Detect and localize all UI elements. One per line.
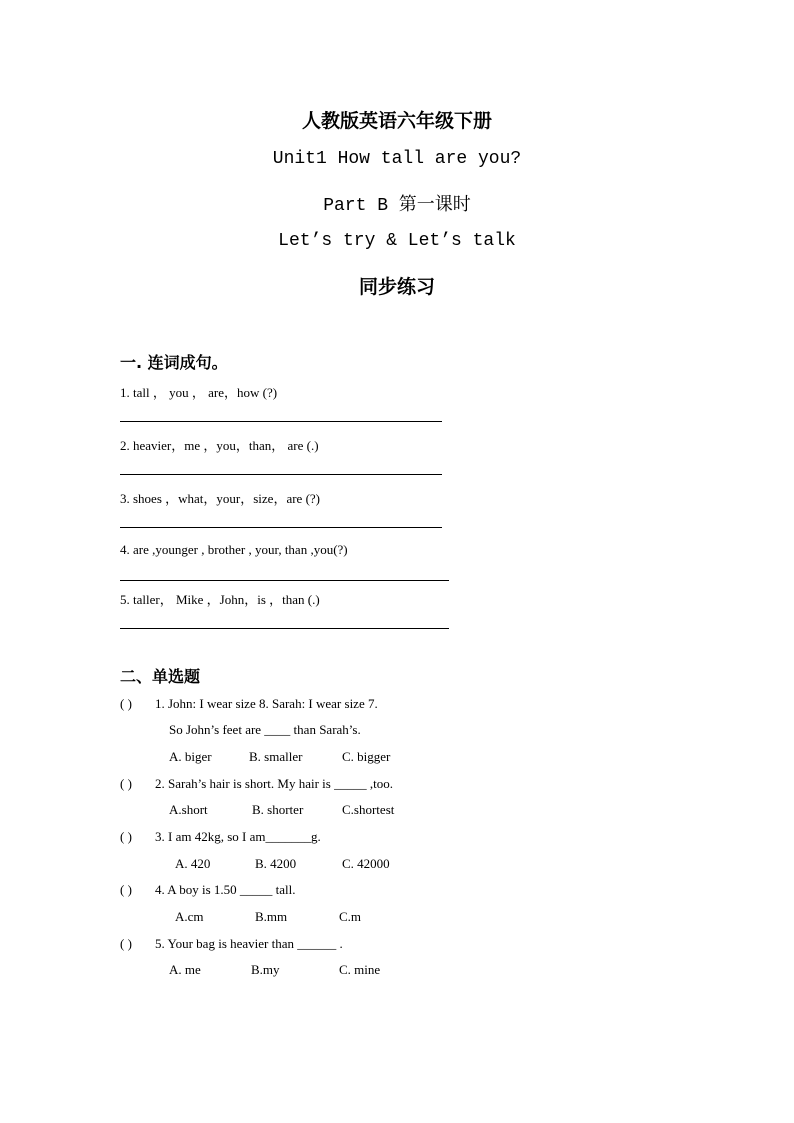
answer-line-3[interactable] bbox=[120, 527, 442, 528]
answer-line-1[interactable] bbox=[120, 421, 442, 422]
q3-option-b: B. 4200 bbox=[255, 856, 297, 871]
part-title: Part B 第一课时 bbox=[323, 196, 471, 216]
question-stem-5: 5. Your bag is heavier than ______ . bbox=[155, 936, 343, 951]
q3-option-a: A. 420 bbox=[175, 856, 211, 871]
q5-option-b: B.my bbox=[251, 962, 280, 977]
lesson-title: Let’s try & Let’s talk bbox=[278, 231, 516, 251]
page-title: 人教版英语六年级下册 bbox=[301, 110, 492, 132]
q3-option-c: C. 42000 bbox=[342, 856, 390, 871]
question-stem-3: 3. I am 42kg, so I am_______g. bbox=[155, 829, 321, 844]
answer-bracket-1[interactable]: ( ) bbox=[120, 696, 132, 711]
answer-line-5[interactable] bbox=[120, 628, 449, 629]
q1-option-a: A. biger bbox=[169, 749, 212, 764]
answer-bracket-5[interactable]: ( ) bbox=[120, 936, 132, 951]
q4-option-c: C.m bbox=[339, 909, 362, 924]
subtitle: 同步练习 bbox=[358, 276, 435, 298]
answer-bracket-3[interactable]: ( ) bbox=[120, 829, 132, 844]
sentence-item-1: 1. tall ， you ， are，how (?) bbox=[120, 385, 278, 400]
q1-option-c: C. bigger bbox=[342, 749, 391, 764]
q5-option-a: A. me bbox=[169, 962, 201, 977]
q2-option-b: B. shorter bbox=[252, 802, 304, 817]
question-stem-1-line2: So John’s feet are ____ than Sarah’s. bbox=[169, 722, 361, 737]
sentence-item-2: 2. heavier，me ，you，than， are (.) bbox=[120, 438, 319, 453]
q2-option-c: C.shortest bbox=[342, 802, 395, 817]
answer-bracket-2[interactable]: ( ) bbox=[120, 776, 132, 791]
answer-line-2[interactable] bbox=[120, 474, 442, 475]
question-stem-4: 4. A boy is 1.50 _____ tall. bbox=[155, 882, 296, 897]
unit-title: Unit1 How tall are you? bbox=[272, 149, 522, 169]
q4-option-b: B.mm bbox=[255, 909, 288, 924]
section1-heading: 一. 连词成句。 bbox=[120, 353, 228, 372]
sentence-item-4: 4. are ,younger , brother , your, than ,you(?) bbox=[120, 542, 348, 557]
sentence-item-3: 3. shoes ，what，your，size，are (?) bbox=[120, 491, 320, 506]
q4-option-a: A.cm bbox=[175, 909, 204, 924]
section2-heading: 二、单选题 bbox=[120, 667, 201, 686]
q5-option-c: C. mine bbox=[339, 962, 381, 977]
sentence-item-5: 5. taller， Mike ，John，is ，than (.) bbox=[120, 592, 320, 607]
question-stem-2: 2. Sarah’s hair is short. My hair is _____ ,too. bbox=[155, 776, 393, 791]
answer-bracket-4[interactable]: ( ) bbox=[120, 882, 132, 897]
answer-line-4[interactable] bbox=[120, 580, 449, 581]
q2-option-a: A.short bbox=[169, 802, 208, 817]
q1-option-b: B. smaller bbox=[249, 749, 303, 764]
question-stem-1: 1. John: I wear size 8. Sarah: I wear size 7. bbox=[155, 696, 378, 711]
